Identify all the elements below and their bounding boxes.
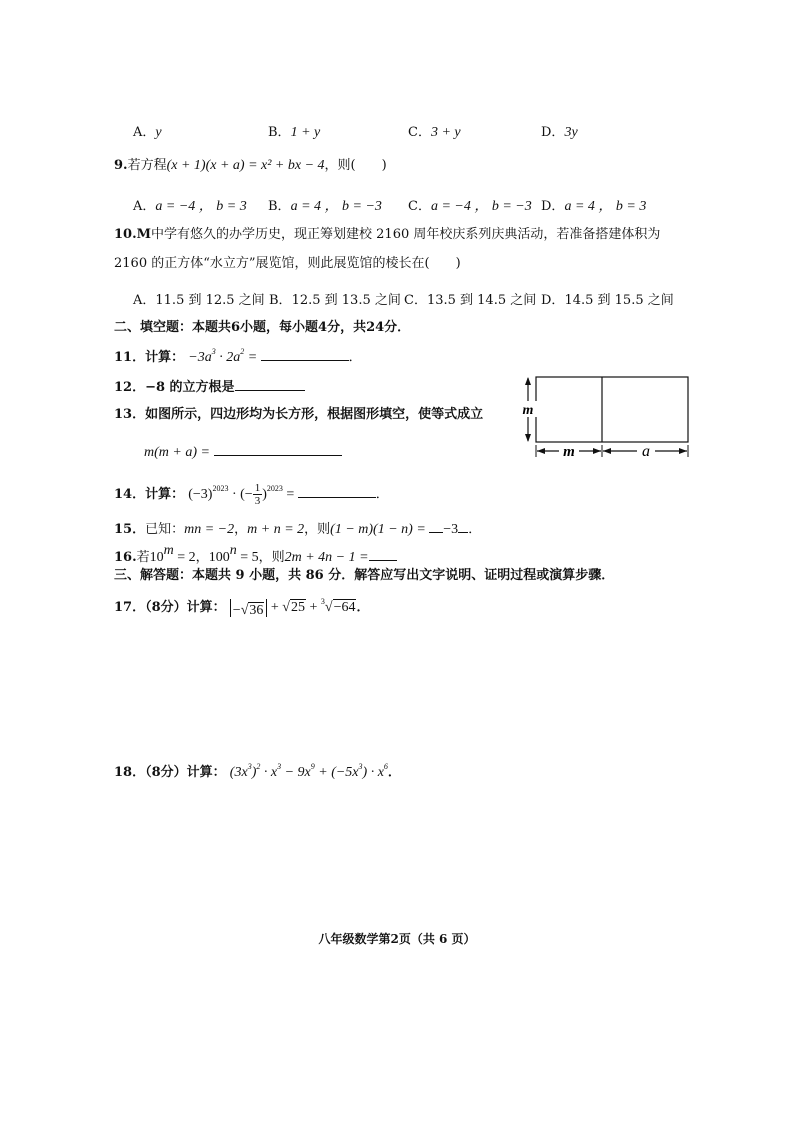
q18: 18．（8分）计算： $(3x^3)^2 \cdot x^3 - 9x^9 + (-5x^3) \cdot x^6$．: [114, 762, 401, 780]
q15-answer-blank-2[interactable]: [458, 520, 468, 533]
q9-stem: 9.若方程(x + 1)(x + a) = x² + bx − 4，则( ): [114, 158, 387, 173]
q18-expr: $(3x^3)^2 \cdot x^3 - 9x^9 + (-5x^3) \cdot x^6$: [229, 762, 388, 780]
q8-option-c: C．3 + y: [408, 125, 461, 140]
q17: 17．（8分）计算： −√36 + √25 + $^3$√−64．: [114, 597, 370, 618]
m-side-label: m: [522, 403, 534, 418]
page-footer: 八年级数学第2页（共 6 页）: [318, 932, 476, 946]
q10-option-b: B．12.5 到 13.5 之间: [269, 293, 401, 308]
q10-line2: 2160 的正方体“水立方”展览馆，则此展览馆的棱长在( ): [114, 256, 461, 271]
q13-stem: 13．如图所示，四边形均为长方形，根据图形填空，使等式成立: [114, 407, 484, 422]
a-bottom-label: a: [642, 443, 650, 460]
q10-option-d: D．14.5 到 15.5 之间: [541, 293, 674, 308]
q8-option-a: A．y: [133, 125, 162, 140]
q14-answer-blank[interactable]: [298, 485, 376, 498]
q9-option-a: A．a = −4 ， b = 3: [133, 199, 247, 214]
q14-fraction: $\frac{1}{3}$: [254, 482, 261, 508]
q15-answer-blank[interactable]: [429, 520, 443, 533]
q10-option-a: A．11.5 到 12.5 之间: [133, 293, 265, 308]
q13-answer-blank[interactable]: [214, 443, 342, 456]
q11-answer-blank[interactable]: [261, 348, 349, 361]
q10-line1: 10.M中学有悠久的办学历史，现正筹划建校 2160 周年校庆系列庆典活动，若准备搭建体积为: [114, 227, 661, 242]
q9-option-d: D．a = 4 ， b = 3: [541, 199, 647, 214]
absolute-value: −√36: [230, 599, 268, 617]
q8-option-d: D．3y: [541, 125, 578, 140]
m-bottom-label: m: [563, 444, 575, 460]
q16-answer-blank[interactable]: [369, 548, 397, 561]
q16: 16.若$10^m = 2$，$100^n = 5$，则2m + 4n − 1 =: [114, 548, 397, 567]
q16-cond1: $10^m = 2$: [149, 543, 196, 565]
q14: 14．计算： $(-3)^{2023}$ · (− $\frac{1}{3}$ )$^{2023}$ = ．: [114, 482, 389, 508]
q14-expr: $(-3)^{2023}$ · (− $\frac{1}{3}$ )$^{2023}$ =: [188, 482, 298, 508]
q9-equation: (x + 1)(x + a) = x² + bx − 4: [166, 158, 325, 173]
q12: 12．−8 的立方根是: [114, 378, 305, 397]
q10-number: 10.M: [114, 227, 152, 242]
rectangle-figure: [519, 373, 691, 461]
q10-option-c: C．13.5 到 14.5 之间: [404, 293, 537, 308]
q13-equation: m(m + a) =: [144, 443, 342, 462]
arrow-head-up: [525, 377, 531, 385]
q11-expr: $-3a^3 \cdot 2a^2$ =: [188, 347, 261, 365]
q9-option-b: B．a = 4 ， b = −3: [268, 199, 382, 214]
q11: 11．计算： $-3a^3 \cdot 2a^2$ = ．: [114, 347, 362, 365]
outer-rectangle: [536, 377, 688, 442]
q8-option-b: B．1 + y: [268, 125, 321, 140]
q15: 15．已知：mn = −2，m + n = 2，则(1 − m)(1 − n) = −3 ．: [114, 522, 482, 537]
q12-answer-blank[interactable]: [235, 378, 305, 391]
q9-option-c: C．a = −4 ， b = −3: [408, 199, 532, 214]
arrow-head-down: [525, 434, 531, 442]
section2-heading: 二、填空题：本题共6小题，每小题4分，共24分．: [114, 320, 411, 335]
q9-number: 9.: [114, 158, 128, 173]
q17-expr: −√36 + √25 + $^3$√−64: [230, 600, 357, 615]
q16-cond2: $100^n = 5$: [208, 543, 259, 565]
section3-heading: 三、解答题：本题共 9 小题，共 86 分．解答应写出文字说明、证明过程或演算步骤．: [114, 568, 615, 583]
